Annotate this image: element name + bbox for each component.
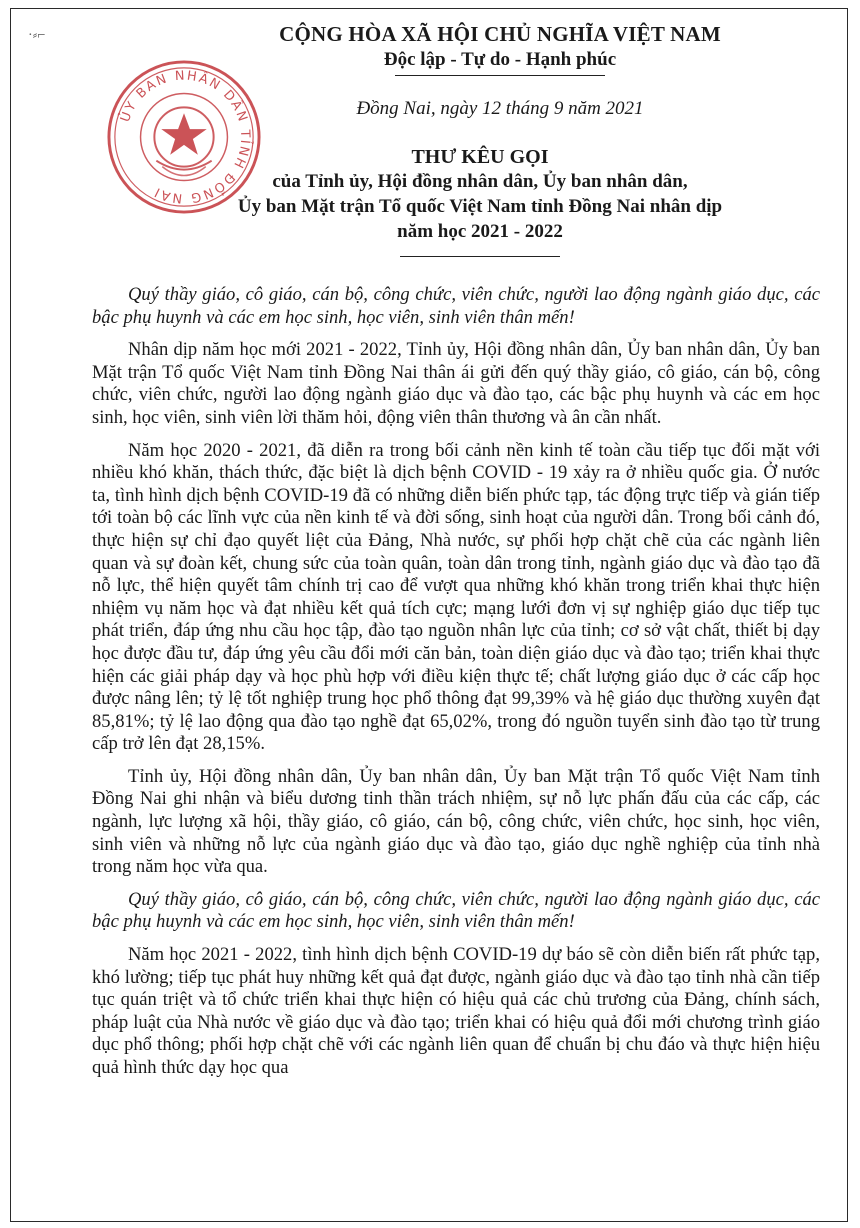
letter-body — [92, 284, 820, 1090]
dateline: Đồng Nai, ngày 12 tháng 9 năm 2021 — [356, 98, 644, 119]
salutation: Quý thầy giáo, cô giáo, cán bộ, công chức, viên chức, người lao động ngành giáo dục, các bậc phụ huynh và các em học sinh, học viên, sinh viên thân mến! — [92, 284, 820, 328]
paragraph: Nhân dịp năm học mới 2021 - 2022, Tỉnh ủy, Hội đồng nhân dân, Ủy ban nhân dân, Ủy ban Mặt trận Tổ quốc Việt Nam tỉnh Đồng Nai thân ái gửi đến quý thầy giáo, cô giáo, cán bộ, công chức, viên chức, người lao động ngành giáo dục và đào tạo, các bậc phụ huynh và các em học sinh, học viên, sinh viên lời thăm hỏi, động viên thân thương và ân cần nhất. — [92, 339, 820, 428]
document-title-block — [140, 146, 820, 257]
title-underline — [400, 256, 560, 257]
paragraph: Năm học 2020 - 2021, đã diễn ra trong bối cảnh nền kinh tế toàn cầu tiếp tục đối mặt với nhiều khó khăn, thách thức, đặc biệt là dịch bệnh COVID - 19 xảy ra ở nhiều quốc gia. Ở nước ta, tình hình dịch bệnh COVID-19 đã có những diễn biến phức tạp, tác động trực tiếp và gián tiếp tới toàn bộ các lĩnh vực của nền kinh tế và đời sống, sinh hoạt của người dân. Trong bối cảnh đó, thực hiện sự chỉ đạo quyết liệt của Đảng, Nhà nước, sự phối hợp chặt chẽ của các ngành liên quan và sự đoàn kết, chung sức của toàn quân, toàn dân trong tỉnh, ngành giáo dục và đào tạo đã nỗ lực, thể hiện quyết tâm chính trị cao để vượt qua những khó khăn trong triển khai thực hiện nhiệm vụ năm học và đạt nhiều kết quả tích cực; mạng lưới đơn vị sự nghiệp giáo dục tiếp tục phát triển, đáp ứng nhu cầu học tập, đào tạo nguồn nhân lực của tỉnh; cơ sở vật chất, thiết bị dạy học được đầu tư, đáp ứng yêu cầu đổi mới căn bản, toàn diện giáo dục và đào tạo; triển khai thực hiện các giải pháp dạy và học phù hợp với điều kiện thực tế; chất lượng giáo dục ở các cấp học được nâng lên; tỷ lệ tốt nghiệp trung học phổ thông đạt 99,39% và hệ giáo dục thường xuyên đạt 85,81%; tỷ lệ lao động qua đào tạo nghề đạt 65,02%, trong đó nguồn tuyển sinh đào tạo từ trung cấp trở lên đạt 28,15%. — [92, 439, 820, 755]
motto-underline — [395, 75, 605, 76]
document-title: THƯ KÊU GỌI — [411, 146, 549, 168]
paragraph: Năm học 2021 - 2022, tình hình dịch bệnh COVID-19 dự báo sẽ còn diễn biến rất phức tạp, khó lường; tiếp tục phát huy những kết quả đạt được, ngành giáo dục và đào tạo tỉnh nhà cần tiếp tục quán triệt và tổ chức triển khai thực hiện có hiệu quả các chủ trương của Đảng, chính sách, pháp luật của Nhà nước về giáo dục và đào tạo; triển khai có hiệu quả đổi mới chương trình giáo dục phổ thông; phối hợp chặt chẽ với các ngành liên quan để chuẩn bị chu đáo và thực hiện hiệu quả hình thức dạy học qua — [92, 944, 820, 1078]
scan-mark: ·⸗⌐ — [28, 28, 46, 43]
national-motto: Độc lập - Tự do - Hạnh phúc — [383, 49, 617, 70]
national-header — [200, 22, 800, 76]
title-line-2: Ủy ban Mặt trận Tổ quốc Việt Nam tỉnh Đồng Nai nhân dịp — [237, 196, 723, 217]
nation-name: CỘNG HÒA XÃ HỘI CHỦ NGHĨA VIỆT NAM — [279, 22, 721, 46]
seal-ring-text: ỦY BAN NHÂN DÂN TỈNH ĐỒNG NAI — [117, 68, 253, 206]
salutation: Quý thầy giáo, cô giáo, cán bộ, công chức, viên chức, người lao động ngành giáo dục, các bậc phụ huynh và các em học sinh, học viên, sinh viên thân mến! — [92, 888, 820, 933]
title-line-1: của Tỉnh ủy, Hội đồng nhân dân, Ủy ban nhân dân, — [272, 171, 688, 192]
title-line-3: năm học 2021 - 2022 — [397, 221, 563, 242]
paragraph: Tỉnh ủy, Hội đồng nhân dân, Ủy ban nhân dân, Ủy ban Mặt trận Tổ quốc Việt Nam tỉnh Đồng Nai ghi nhận và biểu dương tinh thần trách nhiệm, sự nỗ lực phấn đấu của các cấp, các ngành, lực lượng xã hội, thầy giáo, cô giáo, cán bộ, công chức, viên chức, học sinh, học viên, sinh viên và những nỗ lực của ngành giáo dục và đào tạo, giáo dục nghề nghiệp của tỉnh nhà trong năm học vừa qua. — [92, 765, 820, 878]
